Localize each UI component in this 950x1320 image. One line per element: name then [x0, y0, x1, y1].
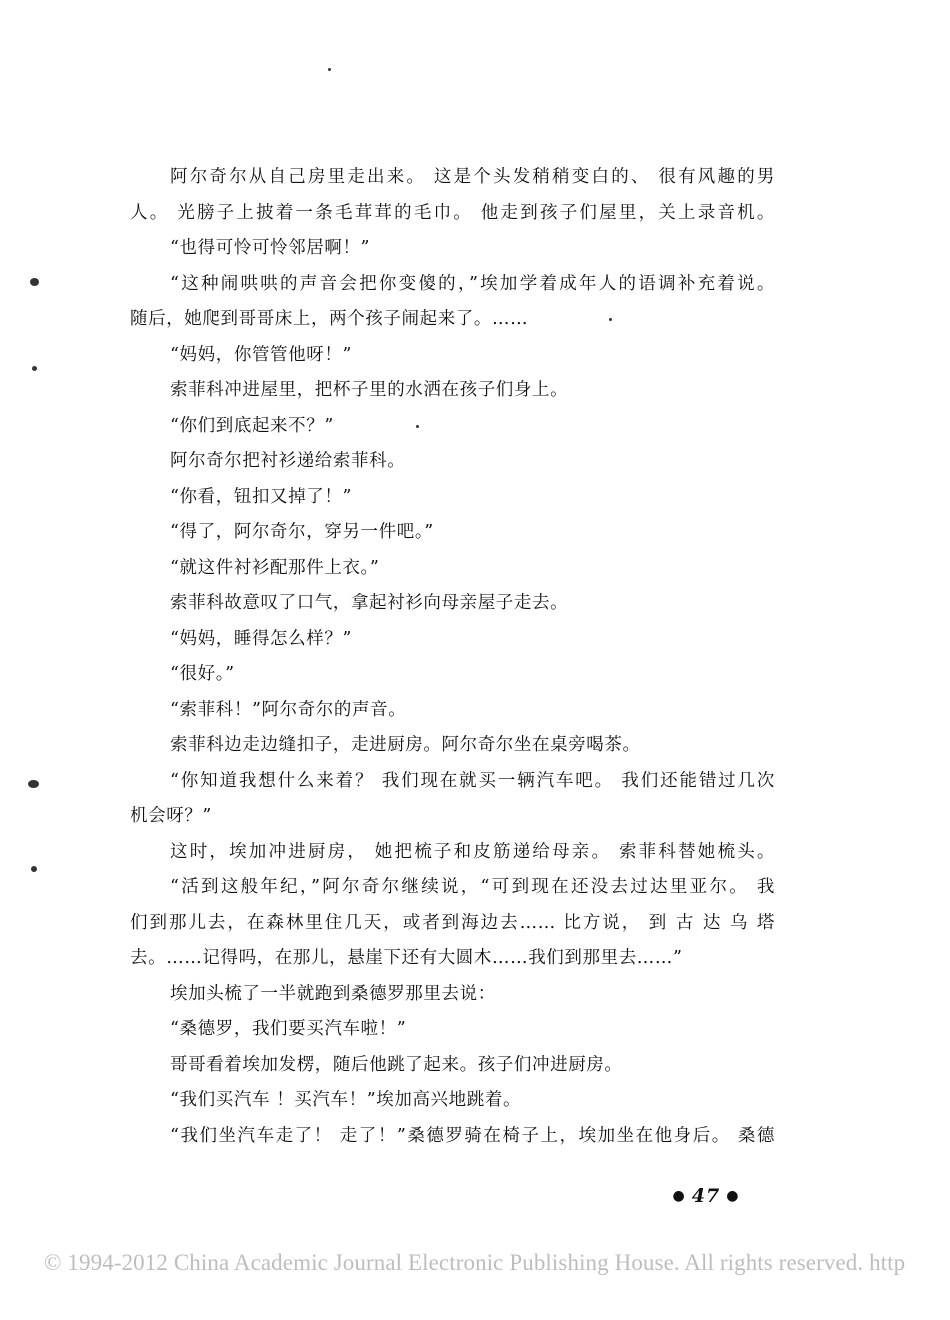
bullet-icon: ●	[672, 1188, 686, 1204]
scan-speck	[328, 68, 331, 71]
text-line: 人。 光膀子上披着一条毛茸茸的毛巾。 他走到孩子们屋里，关上录音机。	[130, 202, 775, 223]
text-line: 们到那儿去，在森林里住几天，或者到海边去…… 比方说， 到 古 达 乌 塔	[130, 912, 775, 933]
text-line: “这种闹哄哄的声音会把你变傻的，”埃加学着成年人的语调补充着说。	[170, 273, 775, 294]
text-line: 埃加头梳了一半就跑到桑德罗那里去说：	[170, 983, 496, 1004]
text-line: “我们买汽车 ！买汽车！”埃加高兴地跳着。	[170, 1090, 522, 1110]
scan-speck	[28, 780, 39, 788]
text-line: “活到这般年纪，”阿尔奇尔继续说，“可到现在还没去过达里亚尔。 我	[170, 877, 775, 897]
scan-speck	[609, 318, 612, 321]
text-line: 阿尔奇尔把衬衫递给索菲科。	[170, 451, 406, 471]
text-line: “妈妈，你管管他呀！”	[170, 344, 352, 365]
text-line: “妈妈，睡得怎么样？”	[170, 628, 352, 649]
text-line: “很好。”	[170, 664, 235, 684]
text-line: 随后，她爬到哥哥床上，两个孩子闹起来了。……	[130, 309, 529, 329]
text-line: 索菲科边走边缝扣子，走进厨房。阿尔奇尔坐在桌旁喝茶。	[170, 735, 641, 755]
text-line: 阿尔奇尔从自己房里走出来。 这是个头发稍稍变白的、 很有风趣的男	[170, 167, 775, 187]
page-number	[666, 1185, 746, 1207]
scan-speck	[31, 866, 37, 872]
text-line: “也得可怜可怜邻居啊！”	[170, 238, 371, 258]
copyright-footer: © 1994-2012 China Academic Journal Electronic Publishing House. All rights reserved. http	[44, 1250, 906, 1275]
bullet-icon: ●	[726, 1188, 740, 1204]
text-line: “我们坐汽车走了！ 走了！”桑德罗骑在椅子上，埃加坐在他身后。 桑德	[170, 1125, 775, 1146]
text-line: “你知道我想什么来着？ 我们现在就买一辆汽车吧。 我们还能错过几次	[170, 770, 775, 791]
text-line: 索菲科故意叹了口气，拿起衬衫向母亲屋子走去。	[170, 593, 569, 613]
scan-speck	[30, 278, 39, 286]
scan-speck	[416, 425, 419, 428]
text-line: 去。……记得吗，在那儿，悬崖下还有大圆木……我们到那里去……”	[130, 948, 683, 968]
text-line: 索菲科冲进屋里，把杯子里的水洒在孩子们身上。	[170, 380, 569, 400]
page-number-value: 47	[691, 1185, 721, 1207]
text-line: “桑德罗，我们要买汽车啦！”	[170, 1019, 407, 1039]
scan-speck	[32, 366, 37, 371]
text-line: “得了，阿尔奇尔，穿另一件吧。”	[170, 522, 434, 542]
text-line: 机会呀？”	[130, 806, 212, 826]
text-line: “你们到底起来不？”	[170, 415, 334, 436]
body-text	[130, 160, 775, 1154]
text-line: 哥哥看着埃加发楞，随后他跳了起来。孩子们冲进厨房。	[170, 1054, 623, 1075]
text-line: “索菲科！”阿尔奇尔的声音。	[170, 699, 407, 720]
text-line: 这时，埃加冲进厨房， 她把梳子和皮筋递给母亲。 索菲科替她梳头。	[170, 841, 775, 862]
text-line: “就这件衬衫配那件上衣。”	[170, 557, 380, 578]
text-line: “你看，钮扣又掉了！”	[170, 486, 352, 507]
